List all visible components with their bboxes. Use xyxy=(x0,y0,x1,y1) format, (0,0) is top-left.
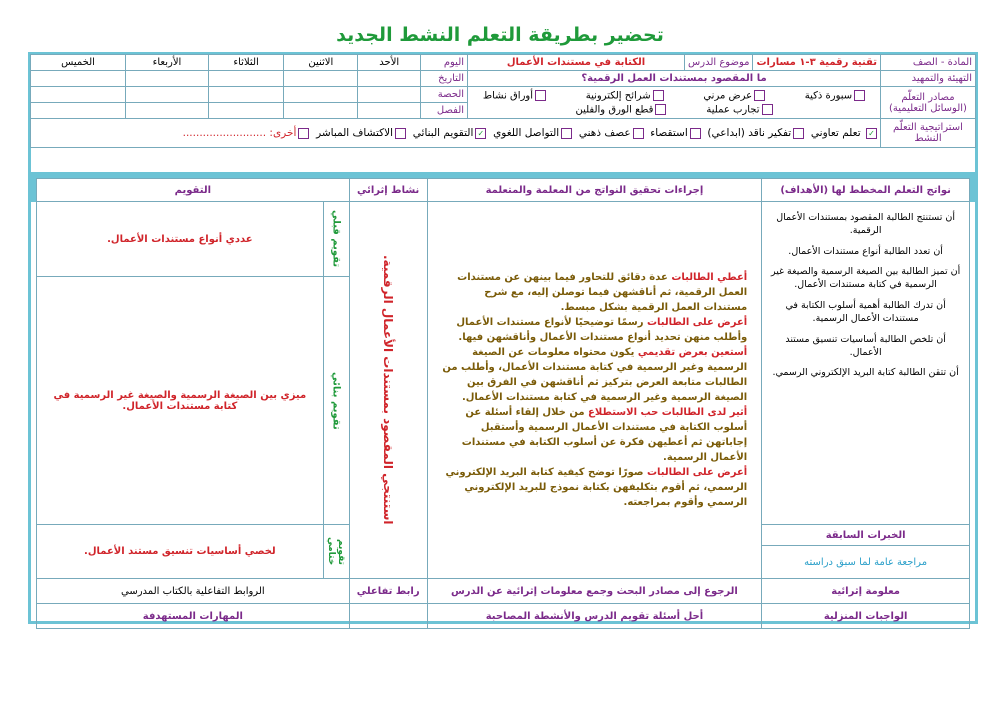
enrichment-header: نشاط إثرائي xyxy=(349,179,427,202)
date-cell[interactable] xyxy=(208,71,283,87)
date-label: التاريخ xyxy=(421,71,468,87)
checkbox-icon xyxy=(535,90,546,101)
subject-value: تقنية رقمية ٣-١ مسارات xyxy=(753,55,881,71)
source-display[interactable]: عرض مرني xyxy=(703,90,765,102)
day-thu: الخميس xyxy=(31,55,126,71)
source-experiments[interactable]: تجارب عملية xyxy=(706,104,772,116)
checkbox-icon xyxy=(793,128,804,139)
enrich-info-label: معلومة إثرائية xyxy=(762,579,970,604)
procedure-step: أستعين بعرض تقديمي يكون محتواه معلومات عن الصيغة الرسمية وغير الرسمية في كتابة مستندات الأعمال، وأطلب من الطالبات متابعة العرض بتركيز ثم أناقشهن في الفرق بين الصيغة الرسمية وغير الرسمية في كتابة مستندات الأعمال. xyxy=(442,347,748,403)
checkbox-icon xyxy=(653,90,664,101)
period-cell[interactable] xyxy=(284,87,358,103)
source-smartboard[interactable]: سبورة ذكية xyxy=(805,90,865,102)
strategy-brainstorm[interactable]: عصف ذهني xyxy=(579,127,644,139)
sources-row xyxy=(474,104,874,116)
class-cell[interactable] xyxy=(358,103,421,119)
procedures-cell xyxy=(427,202,762,579)
source-worksheets[interactable]: أوراق نشاط xyxy=(483,90,546,102)
objective-item: أن تستنتج الطالبة المقصود بمستندات الأعمال الرقمية. xyxy=(776,212,955,236)
objective-item: أن تدرك الطالبة أهمية أسلوب الكتابة في مستندات الأعمال الرسمية. xyxy=(785,300,946,324)
enrichment-text: استنتجي المقصود بمستندات الأعمال الرقمية. xyxy=(381,255,396,525)
checkbox-icon xyxy=(762,104,773,115)
procedure-step: أعرض على الطالبات صورًا توضح كيفية كتابة البريد الإلكتروني الرسمي، ثم أقوم بتكليفهن بكتابة نموذج للبريد الإلكتروني الرسمي وأقوم بمراجعته. xyxy=(445,467,748,508)
sources-label: مصادر التعلّم (الوسائل التعليمية) xyxy=(881,87,976,119)
checkbox-icon xyxy=(298,128,309,139)
strategy-label: استراتيجية التعلّم النشط xyxy=(881,119,976,148)
eval-formative-text: ميزي بين الصيغة الرسمية والصيغة غير الرسمية في كتابة مستندات الأعمال. xyxy=(37,277,324,525)
checkbox-icon xyxy=(754,90,765,101)
intro-value: ما المقصود بمستندات العمل الرقمية؟ xyxy=(468,71,881,87)
date-cell[interactable] xyxy=(126,71,209,87)
sources-row xyxy=(474,90,874,102)
checkbox-icon xyxy=(655,104,666,115)
topic-value: الكتابة في مستندات الأعمال xyxy=(468,55,685,71)
procedure-step: أعرض على الطالبات رسمًا توضيحيًا لأنواع مستندات الأعمال وأطلب منهن تحديد أنواع مستندات الأعمال وأناقشهن فيها. xyxy=(456,317,748,343)
date-cell[interactable] xyxy=(358,71,421,87)
homework-value: أحل أسئلة تقويم الدرس والأنشطة المصاحبة xyxy=(427,604,762,629)
sources-cell xyxy=(468,87,881,119)
subject-label: المادة - الصف xyxy=(881,55,976,71)
main-table xyxy=(36,178,970,629)
class-cell[interactable] xyxy=(31,103,126,119)
intro-label: التهيئة والتمهيد xyxy=(881,71,976,87)
procedure-step: أثير لدى الطالبات حب الاستطلاع من خلال إلقاء أسئلة عن أسلوب الكتابة في مستندات الأعمال الرسمية وأستقبل إجاباتهن ثم أعطيهن فكرة عن أسلوب الكتابة في مستندات الأعمال الرسمية. xyxy=(461,407,748,463)
date-cell[interactable] xyxy=(31,71,126,87)
objective-item: أن تعدد الطالبة أنواع مستندات الأعمال. xyxy=(788,245,943,257)
objective-item: أن تتقن الطالبة كتابة البريد الإلكتروني الرسمي. xyxy=(772,367,959,379)
strategy-formative[interactable]: ✓التقويم البنائي xyxy=(413,127,487,139)
procedure-step: أعطي الطالبات عدة دقائق للتحاور فيما بينهن عن مستندات العمل الرقمية، ثم أناقشهن فيما توصلن إليه، مع شرح مستندات العمل الرقمية بشكل مبسط. xyxy=(457,272,748,313)
prior-label: الخبرات السابقة xyxy=(762,525,970,546)
eval-pre-text: عددي أنواع مستندات الأعمال. xyxy=(37,202,324,277)
eval-final-text: لخصي أساسيات تنسيق مستند الأعمال. xyxy=(37,525,324,579)
eval-type-pre: تقويم قبلي xyxy=(323,202,349,277)
skills-label: المهارات المستهدفة xyxy=(37,604,350,629)
day-label: اليوم xyxy=(421,55,468,71)
strategy-other[interactable]: أخرى: ......................... xyxy=(183,127,310,139)
source-paper-cork[interactable]: قطع الورق والفلين xyxy=(575,104,666,116)
strategy-inquiry[interactable]: استقصاء xyxy=(650,127,700,139)
period-cell[interactable] xyxy=(208,87,283,103)
date-cell[interactable] xyxy=(284,71,358,87)
evaluation-header: التقويم xyxy=(37,179,350,202)
page-title: تحضير بطريقة التعلم النشط الجديد xyxy=(336,24,664,46)
strategy-discovery[interactable]: الاكتشاف المباشر xyxy=(316,127,406,139)
class-cell[interactable] xyxy=(208,103,283,119)
strategy-cooperative[interactable]: ✓ تعلم تعاوني xyxy=(811,127,877,139)
period-cell[interactable] xyxy=(358,87,421,103)
checkbox-checked-icon: ✓ xyxy=(866,128,877,139)
objectives-header: نواتج التعلم المخطط لها (الأهداف) xyxy=(762,179,970,202)
strategy-critical[interactable]: تفكير ناقد (ابداعي) xyxy=(707,127,804,139)
prior-value: مراجعة عامة لما سبق دراسته xyxy=(762,546,970,579)
source-slides[interactable]: شرائح إلكترونية xyxy=(586,90,664,102)
period-cell[interactable] xyxy=(31,87,126,103)
interactive-value[interactable]: الروابط التفاعلية بالكتاب المدرسي xyxy=(37,579,350,604)
class-cell[interactable] xyxy=(284,103,358,119)
checkbox-icon xyxy=(395,128,406,139)
strategies-cell xyxy=(31,119,881,148)
day-tue: الثلاثاء xyxy=(208,55,283,71)
eval-type-final: تقويم ختامي xyxy=(323,525,349,579)
day-sun: الأحد xyxy=(358,55,421,71)
checkbox-icon xyxy=(561,128,572,139)
checkbox-icon xyxy=(854,90,865,101)
class-cell[interactable] xyxy=(126,103,209,119)
day-wed: الأربعاء xyxy=(126,55,209,71)
topic-label: موضوع الدرس xyxy=(685,55,753,71)
checkbox-icon xyxy=(633,128,644,139)
homework-label: الواجبات المنزلية xyxy=(762,604,970,629)
objective-item: أن تلخص الطالبة أساسيات تنسيق مستند الأعمال. xyxy=(785,333,946,358)
checkbox-icon xyxy=(690,128,701,139)
objectives-cell xyxy=(762,202,970,525)
enrich-info-value: الرجوع إلى مصادر البحث وجمع معلومات إثرائية عن الدرس xyxy=(427,579,762,604)
class-label: الفصل xyxy=(421,103,468,119)
period-label: الحصة xyxy=(421,87,468,103)
interactive-label: رابط تفاعلي xyxy=(349,579,427,604)
period-cell[interactable] xyxy=(126,87,209,103)
strategy-language[interactable]: التواصل اللغوي xyxy=(493,127,572,139)
checkbox-checked-icon: ✓ xyxy=(475,128,486,139)
procedures-header: إجراءات تحقيق النواتج من المعلمة والمتعلمة xyxy=(427,179,762,202)
empty-cell xyxy=(349,604,427,629)
enrichment-cell xyxy=(349,202,427,579)
day-mon: الاثنين xyxy=(284,55,358,71)
eval-type-formative: تقويم بنائي xyxy=(323,277,349,525)
header-table xyxy=(30,54,976,148)
objective-item: أن تميز الطالبة بين الصيغة الرسمية والصيغة غير الرسمية في كتابة مستندات الأعمال. xyxy=(770,266,961,291)
